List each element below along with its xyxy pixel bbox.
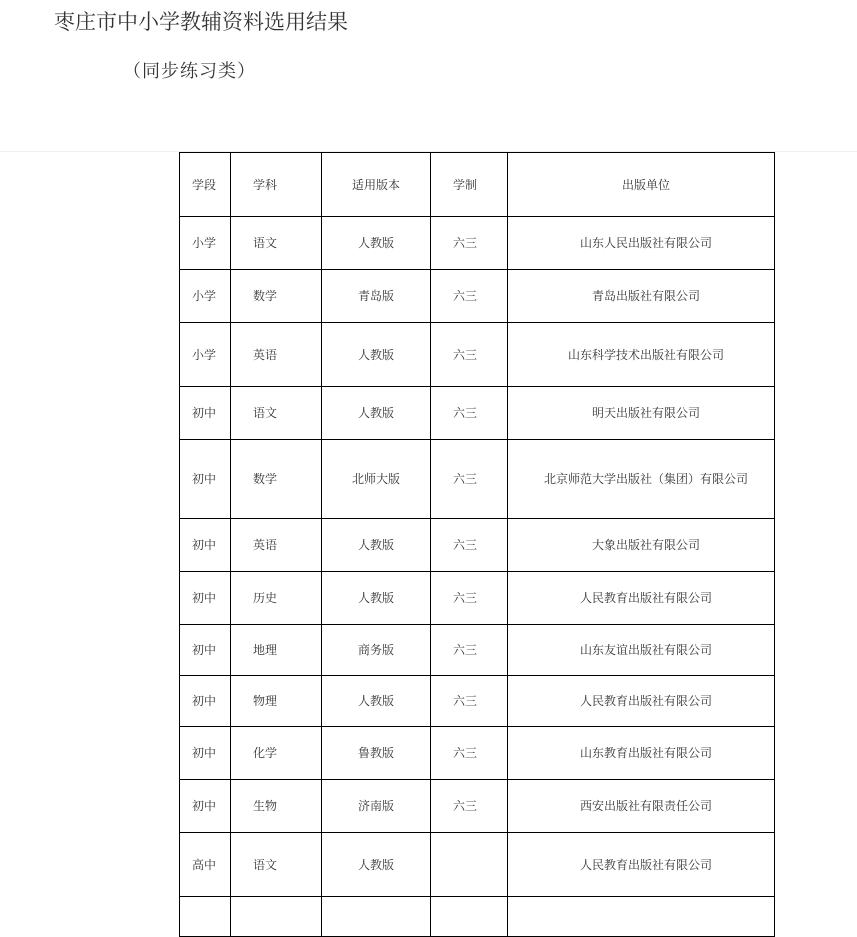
table-row: [180, 780, 775, 833]
cell-publisher: 山东友谊出版社有限公司: [508, 625, 775, 676]
cell-subject: 英语: [231, 519, 322, 572]
cell-stage: 初中: [180, 625, 231, 676]
cell-subject: 生物: [231, 780, 322, 833]
cell-school-system: 六三: [431, 387, 508, 440]
cell-subject: 语文: [231, 833, 322, 897]
table-row: [180, 440, 775, 519]
cell-school-system: [431, 833, 508, 897]
cell-subject: 英语: [231, 323, 322, 387]
cell-subject: 化学: [231, 727, 322, 780]
cell-stage: 初中: [180, 387, 231, 440]
header-edition: 适用版本: [322, 153, 431, 217]
cell-publisher: 山东教育出版社有限公司: [508, 727, 775, 780]
cell-edition: 人教版: [322, 833, 431, 897]
cell-stage: 初中: [180, 780, 231, 833]
document-title: 枣庄市中小学教辅资料选用结果: [54, 10, 348, 34]
cell-school-system: 六三: [431, 270, 508, 323]
cell-stage: 初中: [180, 676, 231, 727]
cell-publisher: 人民教育出版社有限公司: [508, 833, 775, 897]
cell-subject: 地理: [231, 625, 322, 676]
cell-publisher: 山东人民出版社有限公司: [508, 217, 775, 270]
table-row: [180, 387, 775, 440]
cell-school-system: 六三: [431, 323, 508, 387]
cell-publisher: 人民教育出版社有限公司: [508, 572, 775, 625]
cell-stage: 初中: [180, 572, 231, 625]
header-stage: 学段: [180, 153, 231, 217]
cell-school-system: 六三: [431, 572, 508, 625]
cell-stage: 小学: [180, 270, 231, 323]
table-row: [180, 217, 775, 270]
cell-edition: 人教版: [322, 519, 431, 572]
cell-school-system: 六三: [431, 780, 508, 833]
cell-school-system: 六三: [431, 727, 508, 780]
cell-school-system: 六三: [431, 440, 508, 519]
cell-edition: 济南版: [322, 780, 431, 833]
cell-school-system: 六三: [431, 676, 508, 727]
cell-publisher: 山东科学技术出版社有限公司: [508, 323, 775, 387]
cell-edition: 人教版: [322, 572, 431, 625]
table-row: [180, 727, 775, 780]
cell-publisher: 人民教育出版社有限公司: [508, 676, 775, 727]
cell-school-system: 六三: [431, 519, 508, 572]
cell-subject: 数学: [231, 440, 322, 519]
cell-subject: 数学: [231, 270, 322, 323]
table-row: [180, 625, 775, 676]
table-row: [180, 323, 775, 387]
table-row: [180, 519, 775, 572]
cell-edition: 人教版: [322, 323, 431, 387]
cell-edition: 人教版: [322, 387, 431, 440]
cell-edition: 鲁教版: [322, 727, 431, 780]
cell-subject: 语文: [231, 217, 322, 270]
cell-stage: 初中: [180, 440, 231, 519]
document-subtitle: （同步练习类）: [123, 61, 256, 82]
table-row: [180, 572, 775, 625]
header-subject: 学科: [231, 153, 322, 217]
cell-edition: 北师大版: [322, 440, 431, 519]
header-school-system: 学制: [431, 153, 508, 217]
header-publisher: 出版单位: [508, 153, 775, 217]
cell-publisher: 明天出版社有限公司: [508, 387, 775, 440]
cell-stage: 初中: [180, 727, 231, 780]
cell-edition: 青岛版: [322, 270, 431, 323]
table-header-row: [180, 153, 775, 217]
cell-publisher: 青岛出版社有限公司: [508, 270, 775, 323]
cell-publisher: 西安出版社有限责任公司: [508, 780, 775, 833]
cell-stage: 小学: [180, 217, 231, 270]
cell-publisher: 北京师范大学出版社（集团）有限公司: [508, 440, 775, 519]
cell-subject: 物理: [231, 676, 322, 727]
cell-stage: 初中: [180, 519, 231, 572]
cell-subject: 语文: [231, 387, 322, 440]
cell-stage: 高中: [180, 833, 231, 897]
cell-school-system: 六三: [431, 625, 508, 676]
cell-school-system: 六三: [431, 217, 508, 270]
table-row: [180, 676, 775, 727]
cell-edition: 人教版: [322, 217, 431, 270]
cell-publisher: 大象出版社有限公司: [508, 519, 775, 572]
cell-stage: 小学: [180, 323, 231, 387]
table-row: [180, 270, 775, 323]
cell-edition: 商务版: [322, 625, 431, 676]
cell-subject: 历史: [231, 572, 322, 625]
selection-results-table: [179, 152, 775, 937]
cell-edition: 人教版: [322, 676, 431, 727]
table-row: [180, 833, 775, 897]
